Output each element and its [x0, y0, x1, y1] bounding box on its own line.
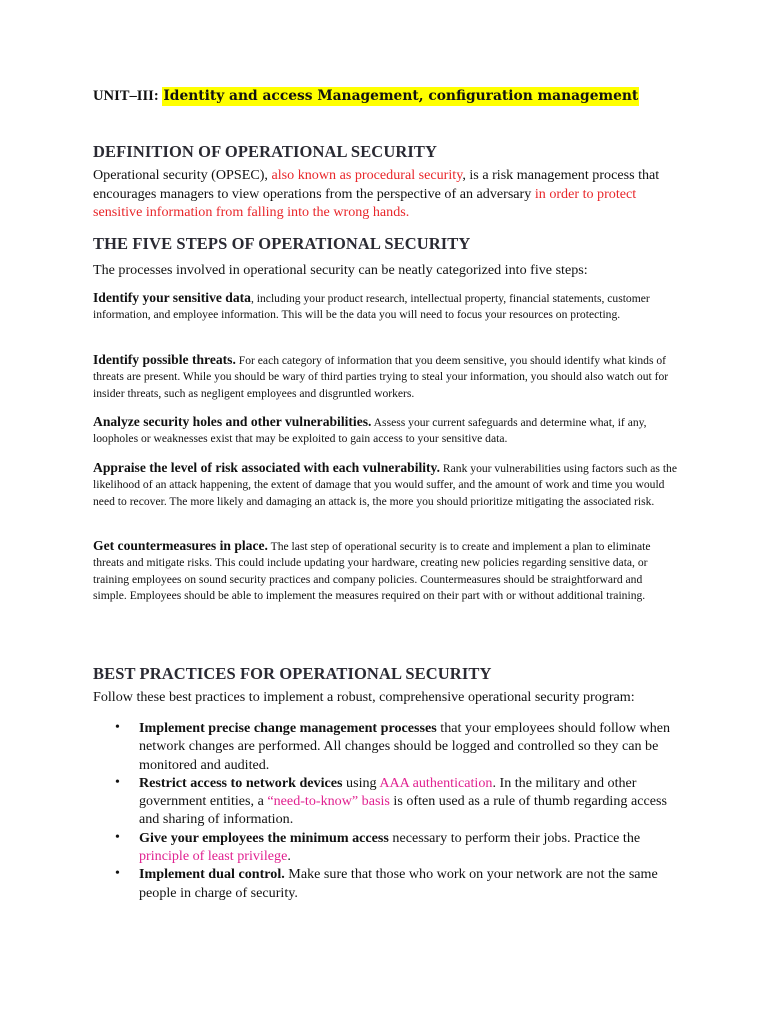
- item-text: .: [287, 848, 291, 865]
- item-text: using: [342, 774, 380, 791]
- item-text: necessary to perform their jobs. Practice the: [388, 829, 641, 846]
- step-lead: Appraise the level of risk associated with each vulnerability.: [93, 460, 441, 475]
- bullet-icon: •: [115, 866, 120, 882]
- five-steps-heading: THE FIVE STEPS OF OPERATIONAL SECURITY: [93, 234, 471, 253]
- list-item: [93, 829, 678, 866]
- step-text: Rank your vulnerabilities using factors such as the likelihood of an attack happening, the extent of damage that you would suffer, and the amount of work and time you would need to recover. The more likely and damaging an attack is, the more you should prioritize mitigating the associated risk.: [93, 462, 677, 508]
- five-steps-intro: The processes involved in operational security can be neatly categorized into five steps:: [93, 262, 588, 278]
- step-appraise-risk: [93, 460, 678, 510]
- step-countermeasures: [93, 538, 678, 604]
- best-practices-list: [93, 719, 678, 902]
- definition-heading: DEFINITION OF OPERATIONAL SECURITY: [93, 142, 437, 161]
- step-lead: Analyze security holes and other vulnerabilities.: [93, 414, 372, 429]
- item-bold: Give your employees the minimum access: [139, 829, 389, 846]
- list-item: [93, 865, 678, 902]
- item-text: that your employees should follow when network changes are performed. All changes should be logged and controlled so they can be monitored and audited.: [139, 720, 671, 773]
- bullet-icon: •: [115, 829, 120, 845]
- item-text: . In the military and other government entities, a: [139, 774, 637, 810]
- item-bold: Implement dual control.: [139, 866, 285, 883]
- bullet-icon: •: [115, 720, 120, 735]
- unit-label: UNIT–III:: [93, 88, 163, 104]
- step-text: The last step of operational security is to create and implement a plan to eliminate threats and mitigate risks. This could include updating your hardware, creating new policies regarding sensitive data, or training employees on sound security practices and company policies. Countermeasures should be straightforward and simple. Employees should be able to implement the measures required on their part with or without additional training.: [93, 540, 651, 602]
- list-item: [93, 774, 678, 829]
- step-identify-sensitive-data: [93, 290, 678, 324]
- step-lead: Get countermeasures in place.: [93, 538, 268, 553]
- definition-red-text-2: in order to protect sensitive information from falling into the wrong hands.: [93, 185, 637, 220]
- step-lead: Identify possible threats.: [93, 352, 236, 367]
- step-text: For each category of information that you deem sensitive, you should identify what kinds of threats are present. While you should be wary of third parties trying to steal your information, you should also watch out for insider threats, such as negligent employees and disgruntled workers.: [93, 354, 669, 400]
- unit-title: [93, 88, 639, 105]
- bullet-icon: •: [115, 774, 120, 790]
- definition-text-1: Operational security (OPSEC),: [93, 167, 272, 183]
- definition-paragraph: [93, 166, 678, 222]
- item-text: Make sure that those who work on your network are not the same people in charge of security.: [139, 866, 658, 901]
- step-analyze-vulnerabilities: [93, 414, 678, 448]
- best-practices-intro: Follow these best practices to implement a robust, comprehensive operational security program:: [93, 689, 635, 705]
- item-text: is often used as a rule of thumb regarding access and sharing of information.: [139, 793, 667, 828]
- item-bold: Restrict access to network devices: [139, 774, 343, 791]
- least-privilege-link[interactable]: principle of least privilege: [139, 848, 288, 865]
- definition-red-text-1: also known as procedural security: [271, 167, 463, 183]
- step-identify-threats: [93, 352, 678, 402]
- aaa-authentication-link[interactable]: AAA authentication: [379, 774, 493, 791]
- list-item: [93, 719, 678, 774]
- unit-highlighted-topic: Identity and access Management, configuration management: [163, 88, 639, 104]
- step-lead: Identify your sensitive data: [93, 290, 251, 305]
- step-text: , including your product research, intellectual property, financial statements, customer information, and employee information. This will be the data you will need to focus your resources on protecting.: [93, 292, 650, 322]
- definition-text-2: , is a risk management process that encourages managers to view operations from the perspective of an adversary: [93, 167, 660, 202]
- need-to-know-link[interactable]: “need-to-know” basis: [267, 793, 390, 810]
- best-practices-heading: BEST PRACTICES FOR OPERATIONAL SECURITY: [93, 664, 492, 683]
- item-bold: Implement precise change management processes: [139, 720, 437, 736]
- step-text: Assess your current safeguards and determine what, if any, loopholes or weaknesses exist that may be exploited to gain access to your sensitive data.: [93, 416, 647, 446]
